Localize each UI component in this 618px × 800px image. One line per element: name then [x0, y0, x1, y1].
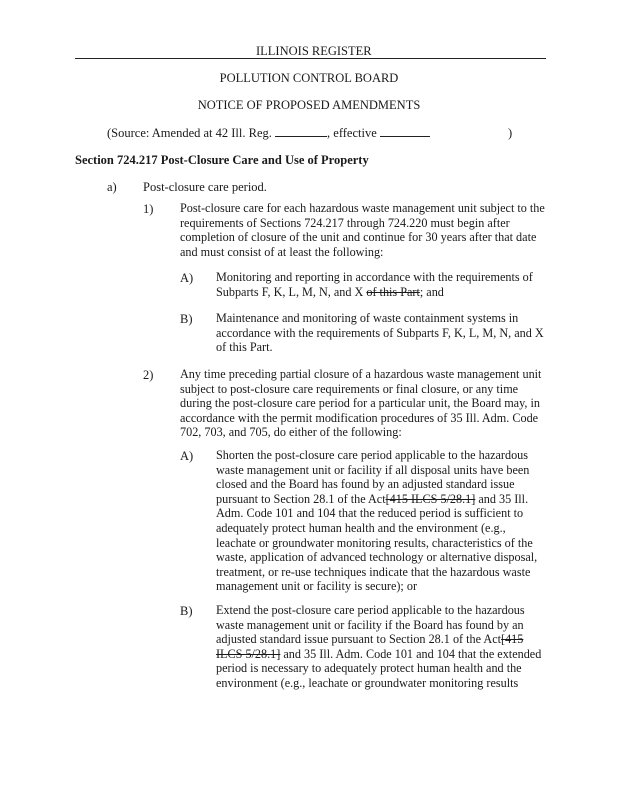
subsection-a-text: Post-closure care period. — [143, 180, 267, 194]
paragraph-1-text: Post-closure care for each hazardous waste management unit subject to the requirements of Sections 724.217 through 724.220 must begin after completion of closure of the unit and continue for 30 years after that date and must consist of at least the following: — [180, 201, 545, 259]
subsection-a-label: a) — [107, 180, 117, 194]
source-prefix: (Source: Amended at 42 Ill. Reg. — [107, 126, 272, 140]
paragraph-2A-struck: [415 ILCS 5/28.1] — [385, 491, 476, 506]
paragraph-2B-text — [216, 603, 542, 691]
header-rule — [75, 58, 546, 59]
paragraph-2B-post: and 35 Ill. Adm. Code 101 and 104 that the extended period is necessary to adequately protect human health and the environment (e.g., leachate or groundwater monitoring results — [216, 646, 542, 690]
paragraph-1A-post: ; and — [419, 284, 444, 299]
paragraph-2B-struck: [415 ILCS 5/28.1] — [216, 632, 524, 661]
paragraph-1A-label: A) — [180, 271, 194, 285]
register-title: ILLINOIS REGISTER — [256, 44, 372, 58]
reg-blank — [275, 126, 327, 137]
paragraph-2A-post: and 35 Ill. Adm. Code 101 and 104 that the reduced period is sufficient to adequately protect human health and the environment (e.g., leachate or groundwater monitoring results, characteristics of the waste, application of advanced technology or alternative disposal, treatment, or re-use techniques indicate that the hazardous waste management unit or facility is secure); or — [216, 491, 538, 594]
paragraph-2-label: 2) — [143, 368, 154, 382]
paragraph-2A-label: A) — [180, 449, 194, 463]
paragraph-1A-struck: of this Part — [366, 284, 420, 299]
paragraph-2B-pre: Extend the post-closure care period applicable to the hazardous waste management unit or facility if the Board has found by an adjusted standard issue pursuant to Section 28.1 of the Act — [216, 603, 525, 647]
paragraph-2A-text — [216, 448, 542, 594]
paragraph-1-label: 1) — [143, 202, 154, 216]
section-heading: Section 724.217 Post-Closure Care and Use of Property — [75, 153, 369, 167]
source-line — [107, 126, 430, 141]
paragraph-2-text: Any time preceding partial closure of a hazardous waste management unit subject to post-closure care requirements or final closure, or any time during the post-closure care period for a particular unit, the Board may, in accordance with the permit modification procedures of 35 Ill. Adm. Code 702, 703, and 705, do either of the following: — [180, 367, 542, 440]
notice-title: NOTICE OF PROPOSED AMENDMENTS — [197, 98, 421, 112]
board-title: POLLUTION CONTROL BOARD — [219, 71, 399, 85]
paragraph-1A-pre: Monitoring and reporting in accordance with the requirements of Subparts F, K, L, M, N, and X — [216, 270, 533, 299]
source-close: ) — [508, 126, 513, 140]
source-mid: , effective — [327, 126, 377, 140]
paragraph-1B-text: Maintenance and monitoring of waste containment systems in accordance with the requirements of Subparts F, K, L, M, N, and X of this Part. — [216, 311, 544, 355]
paragraph-2A-pre: Shorten the post-closure care period applicable to the hazardous waste management unit or facility if all disposal units have been closed and the Board has found by an adjusted standard issue pursuant to Section 28.1 of the Act — [216, 448, 530, 506]
paragraph-1B-label: B) — [180, 312, 193, 326]
paragraph-2B-label: B) — [180, 604, 193, 618]
paragraph-1A-text — [216, 270, 542, 299]
effective-blank — [380, 126, 430, 137]
